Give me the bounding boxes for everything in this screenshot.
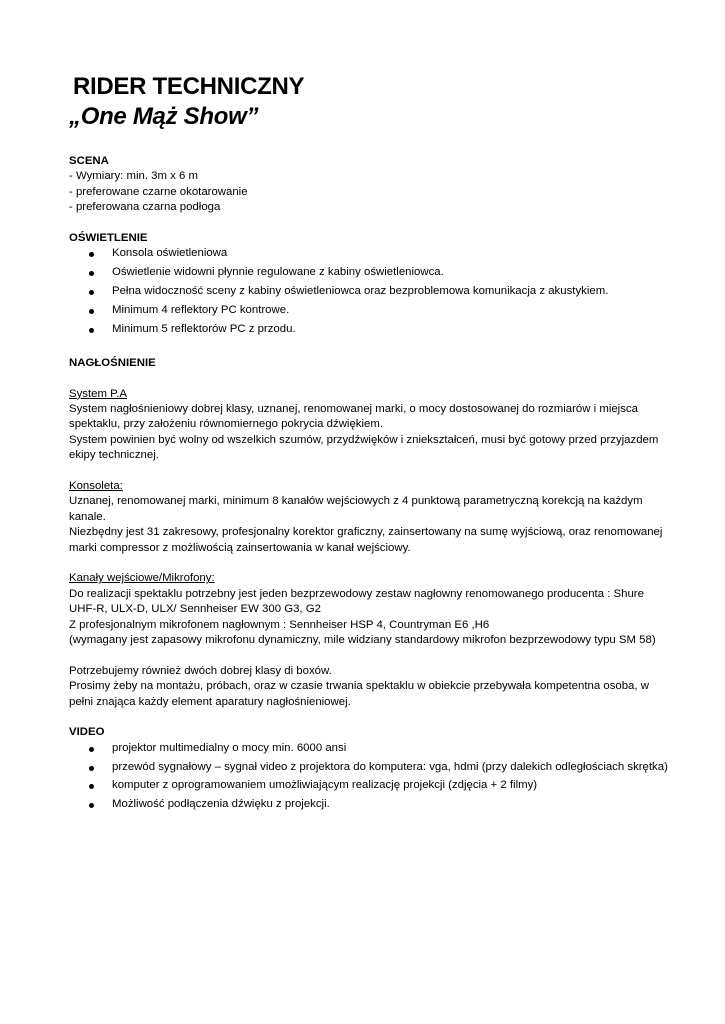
section-heading-video: VIDEO [69, 726, 105, 739]
bullet-icon [89, 290, 94, 295]
oswietlenie-list [69, 246, 669, 337]
paragraph-line: Do realizacji spektaklu potrzebny jest jeden bezprzewodowy zestaw nagłowny renomowanego producenta : Shure [69, 587, 644, 600]
list-item: przewód sygnałowy – sygnał video z projektora do komputera: vga, hdmi (przy dalekich odległościach skrętka) [69, 760, 669, 775]
list-item: komputer z oprogramowaniem umożliwiającym realizację projekcji (zdjęcia + 2 filmy) [69, 778, 669, 793]
video-list [69, 741, 669, 813]
bullet-icon [89, 766, 94, 771]
section-heading-scena: SCENA [69, 155, 109, 167]
subsection-label-system-pa: System P.A [69, 387, 128, 400]
bullet-icon [89, 328, 94, 333]
paragraph-line: Z profesjonalnym mikrofonem nagłownym : Sennheiser HSP 4, Countryman E6 ,H6 [69, 618, 490, 631]
paragraph-line: marki compressor z możliwością zainsertowania w kanał wejściowy. [69, 541, 411, 554]
section-scena [69, 154, 669, 216]
paragraph-line: Potrzebujemy również dwóch dobrej klasy di boxów. [69, 664, 332, 677]
document-page [69, 72, 669, 816]
bullet-icon [89, 252, 94, 257]
section-heading-oswietlenie: OŚWIETLENIE [69, 232, 148, 245]
list-item: Oświetlenie widowni płynnie regulowane z kabiny oświetleniowca. [69, 265, 669, 280]
bullet-icon [89, 747, 94, 752]
paragraph-line: pełni znająca każdy element aparatury nagłośnieniowej. [69, 695, 351, 708]
subsection-label-kanaly: Kanały wejściowe/Mikrofony: [69, 572, 215, 585]
list-item: Minimum 5 reflektorów PC z przodu. [69, 322, 669, 337]
paragraph-line: (wymagany jest zapasowy mikrofonu dynamiczny, mile widziany standardowy mikrofon bezprzewodowy typu SM 58) [69, 634, 656, 647]
scena-line: - preferowana czarna podłoga [69, 201, 221, 214]
paragraph-line: Prosimy żeby na montażu, próbach, oraz w czasie trwania spektaklu w obiekcie przebywała kompetentna osoba, w [69, 680, 649, 693]
section-naglosnienie [69, 356, 669, 710]
document-title: RIDER TECHNICZNY [73, 73, 305, 100]
list-item: Możliwość podłączenia dźwięku z projekcji. [69, 797, 669, 812]
scena-line: - Wymiary: min. 3m x 6 m [69, 170, 198, 183]
scena-line: - preferowane czarne okotarowanie [69, 185, 248, 198]
list-item: projektor multimedialny o mocy min. 6000 ansi [69, 741, 669, 756]
paragraph-line: ekipy technicznej. [69, 449, 159, 462]
bullet-icon [89, 784, 94, 789]
bullet-icon [89, 271, 94, 276]
paragraph-line: System powinien być wolny od wszelkich szumów, przydźwięków i zniekształceń, musi być gotowy przed przyjazdem [69, 433, 659, 446]
list-item: Pełna widoczność sceny z kabiny oświetleniowca oraz bezproblemowa komunikacja z akustykiem. [69, 284, 669, 299]
bullet-icon [89, 309, 94, 314]
document-subtitle: „One Mąż Show” [69, 103, 259, 130]
list-item: Minimum 4 reflektory PC kontrowe. [69, 303, 669, 318]
paragraph-line: spektaklu, przy założeniu równomiernego pokrycia dźwiękiem. [69, 418, 384, 431]
paragraph-line: kanale. [69, 510, 106, 523]
section-oswietlenie [69, 231, 669, 337]
subsection-label-konsoleta: Konsoleta: [69, 480, 123, 493]
bullet-icon [89, 803, 94, 808]
section-heading-naglosnienie: NAGŁOŚNIENIE [69, 356, 156, 369]
paragraph-line: Uznanej, renomowanej marki, minimum 8 kanałów wejściowych z 4 punktową parametryczną korekcją na każdym [69, 495, 643, 508]
paragraph-line: System nagłośnieniowy dobrej klasy, uznanej, renomowanej marki, o mocy dostosowanej do rozmiarów i miejsca [69, 403, 638, 415]
paragraph-line: Niezbędny jest 31 zakresowy, profesjonalny korektor graficzny, zainsertowany na sumę wyjściową, oraz renomowanej [69, 526, 663, 539]
paragraph-line: UHF-R, ULX-D, ULX/ Sennheiser EW 300 G3, G2 [69, 603, 321, 616]
section-video [69, 725, 669, 812]
list-item: Konsola oświetleniowa [69, 246, 669, 261]
